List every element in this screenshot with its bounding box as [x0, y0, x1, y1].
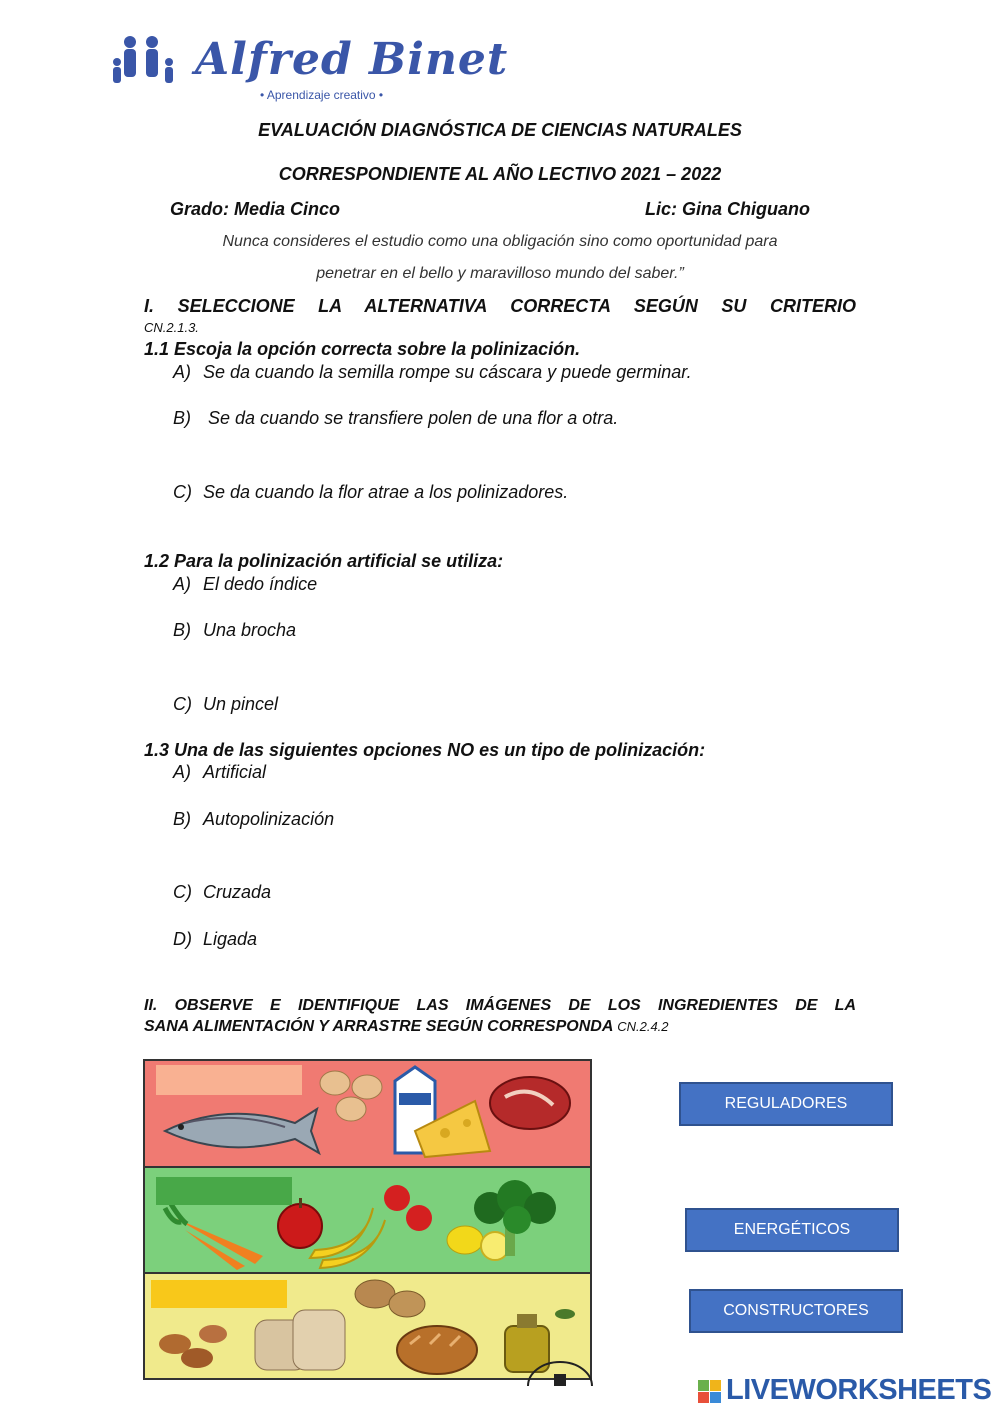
lemons-icon [447, 1226, 509, 1260]
drop-zone-3[interactable] [151, 1280, 287, 1308]
drop-zone-2[interactable] [156, 1177, 292, 1205]
option-letter: B) [173, 408, 191, 428]
question-1-1-title: 1.1 Escoja la opción correcta sobre la polinización. [144, 339, 581, 359]
section-2-title [144, 995, 856, 1037]
question-1-2-title: 1.2 Para la polinización artificial se utiliza: [144, 551, 504, 571]
bananas-icon [310, 1208, 385, 1268]
liveworksheets-brand[interactable]: LIVEWORKSHEETS [726, 1374, 992, 1406]
logo-name: Alfred Binet [195, 34, 509, 85]
option-letter: C) [173, 482, 192, 502]
band-constructors [145, 1061, 590, 1168]
question-1-3-option-c[interactable] [173, 882, 271, 903]
option-text: El dedo índice [203, 574, 318, 594]
eggs-icon [320, 1071, 382, 1121]
option-letter: A) [173, 574, 191, 594]
teacher-label: Lic: Gina Chiguano [645, 199, 810, 219]
carrots-icon [165, 1204, 263, 1270]
drop-zone-1[interactable] [156, 1065, 302, 1095]
option-text: Una brocha [203, 620, 297, 640]
potatoes-icon [355, 1280, 425, 1317]
question-1-1-option-c[interactable] [173, 482, 568, 503]
option-text: Ligada [203, 929, 258, 949]
option-text: Un pincel [203, 694, 279, 714]
food-groups-image [143, 1059, 592, 1380]
question-1-2-option-b[interactable] [173, 620, 296, 641]
question-1-3-option-b[interactable] [173, 809, 334, 830]
liveworksheets-badge-icon [698, 1380, 722, 1404]
section-1-code: CN.2.1.3. [144, 320, 199, 335]
meat-icon [490, 1077, 570, 1129]
option-letter: B) [173, 809, 191, 829]
question-1-3-option-d[interactable] [173, 929, 257, 950]
question-1-1-option-a[interactable] [173, 362, 692, 383]
question-1-3-option-a[interactable] [173, 762, 266, 783]
tomatoes-icon [384, 1185, 432, 1231]
band-regulators [145, 1168, 590, 1274]
quote-line-1: Nunca consideres el estudio como una obligación sino como oportunidad para [222, 233, 778, 250]
question-1-3-title: 1.3 Una de las siguientes opciones NO es un tipo de polinización: [144, 740, 706, 760]
option-text: Cruzada [203, 882, 272, 902]
grain-sacks-icon [255, 1310, 345, 1370]
section-2-code: CN.2.4.2 [617, 1019, 669, 1034]
option-letter: C) [173, 882, 192, 902]
option-letter: D) [173, 929, 192, 949]
apple-icon [278, 1198, 322, 1248]
option-letter: A) [173, 762, 191, 782]
eat-fit-logo [520, 1356, 600, 1386]
fish-icon [165, 1109, 319, 1153]
drag-option-energeticos[interactable]: ENERGÉTICOS [685, 1208, 899, 1252]
quote-line-2: penetrar en el bello y maravilloso mundo del saber.” [316, 265, 684, 282]
option-letter: C) [173, 694, 192, 714]
drag-option-reguladores[interactable]: REGULADORES [679, 1082, 893, 1126]
exam-subtitle: CORRESPONDIENTE AL AÑO LECTIVO 2021 – 2022 [278, 164, 722, 184]
option-text: Se da cuando la semilla rompe su cáscara y puede germinar. [203, 362, 692, 382]
section-2-title-line-2: SANA ALIMENTACIÓN Y ARRASTRE SEGÚN CORRESPONDA [144, 1018, 618, 1035]
option-letter: B) [173, 620, 191, 640]
question-1-2-option-a[interactable] [173, 574, 317, 595]
drag-option-constructores[interactable]: CONSTRUCTORES [689, 1289, 903, 1333]
question-1-2-option-c[interactable] [173, 694, 278, 715]
question-1-1-option-b[interactable] [173, 408, 618, 429]
option-letter: A) [173, 362, 191, 382]
bread-icon [397, 1326, 477, 1374]
logo-tagline: • Aprendizaje creativo • [260, 88, 384, 102]
exam-title: EVALUACIÓN DIAGNÓSTICA DE CIENCIAS NATURALES [258, 120, 742, 140]
almonds-icon [159, 1325, 227, 1368]
option-text: Artificial [203, 762, 267, 782]
option-text: Se da cuando se transfiere polen de una flor a otra. [203, 408, 619, 428]
section-1-title: I. SELECCIONE LA ALTERNATIVA CORRECTA SEGÚN SU CRITERIO [144, 296, 856, 316]
option-text: Autopolinización [203, 809, 335, 829]
option-text: Se da cuando la flor atrae a los polinizadores. [203, 482, 569, 502]
grade-label: Grado: Media Cinco [170, 199, 341, 219]
section-2-title-line-1: II. OBSERVE E IDENTIFIQUE LAS IMÁGENES DE LOS INGREDIENTES DE LA [144, 997, 856, 1014]
